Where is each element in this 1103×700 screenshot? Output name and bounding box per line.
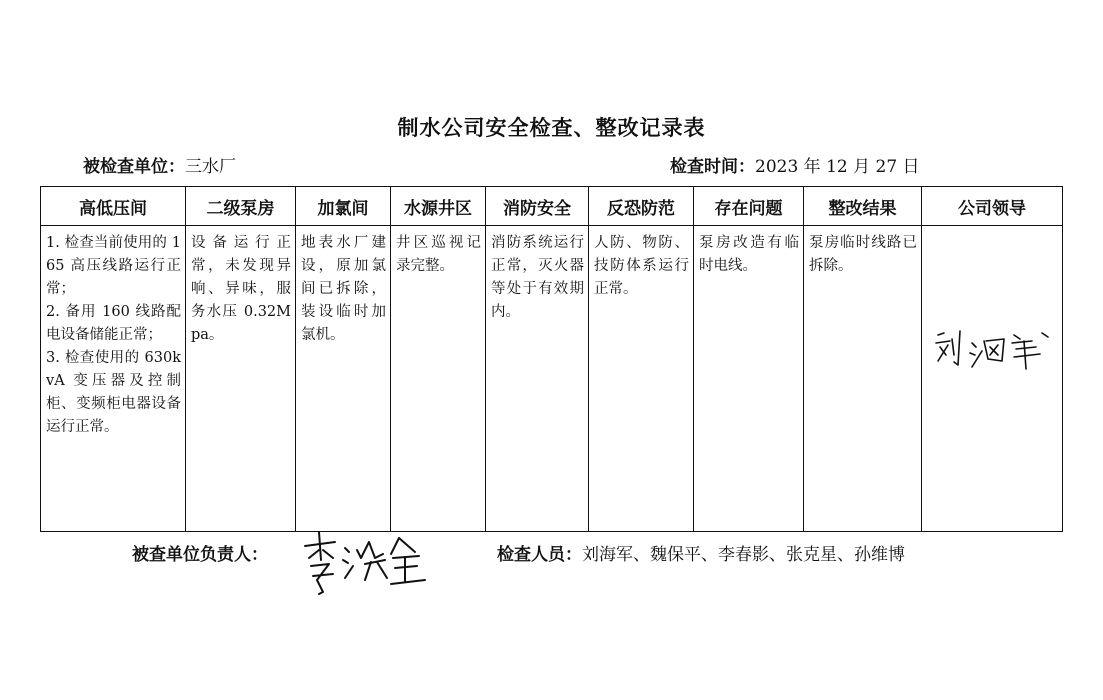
inspection-time — [670, 152, 920, 177]
header-chlorination-room: 加氯间 — [296, 187, 391, 226]
cell-text: 1. 检查当前使用的 165 高压线路运行正常； 2. 备用 160 线路配电设备储能正常； 3. 检查使用的 630kvA 变压器及控制柜、变频柜电器设备运行正常。 — [46, 235, 181, 435]
cell-text: 设备运行正常，未发现异响、异味，服务水压 0.32Mpa。 — [191, 235, 291, 343]
inspected-unit-value: 三水厂 — [185, 157, 236, 177]
cell-water-source-wells — [391, 226, 486, 532]
responsible-signature — [295, 528, 445, 598]
responsible-person — [132, 540, 268, 565]
cell-high-low-voltage — [41, 226, 186, 532]
leader-signature — [932, 321, 1052, 371]
inspection-time-value: 2023 年 12 月 27 日 — [755, 157, 920, 177]
header-high-low-voltage: 高低压间 — [41, 187, 186, 226]
cell-text: 地表水厂建设，原加氯间已拆除，装设临时加氯机。 — [301, 235, 386, 343]
inspectors — [497, 540, 905, 565]
inspected-unit — [83, 152, 236, 177]
cell-chlorination-room — [296, 226, 391, 532]
cell-text: 人防、物防、技防体系运行正常。 — [594, 235, 689, 297]
header-secondary-pump-room: 二级泵房 — [186, 187, 296, 226]
header-existing-problems: 存在问题 — [694, 187, 804, 226]
header-anti-terrorism: 反恐防范 — [589, 187, 694, 226]
header-fire-safety: 消防安全 — [486, 187, 589, 226]
cell-text: 井区巡视记录完整。 — [396, 235, 481, 274]
responsible-label: 被查单位负责人： — [132, 545, 268, 565]
inspection-record-table — [40, 186, 1063, 532]
inspected-unit-label: 被检查单位： — [83, 157, 185, 177]
cell-text: 泵房改造有临时电线。 — [699, 235, 799, 274]
cell-secondary-pump-room — [186, 226, 296, 532]
header-water-source-wells: 水源井区 — [391, 187, 486, 226]
table-row — [41, 226, 1063, 532]
table-header-row — [41, 187, 1063, 226]
cell-company-leader — [922, 226, 1063, 532]
header-rectification-result: 整改结果 — [804, 187, 922, 226]
cell-anti-terrorism — [589, 226, 694, 532]
inspection-time-label: 检查时间： — [670, 157, 755, 177]
header-company-leader: 公司领导 — [922, 187, 1063, 226]
cell-text: 消防系统运行正常，灭火器等处于有效期内。 — [491, 235, 584, 320]
document-title: 制水公司安全检查、整改记录表 — [397, 116, 706, 140]
cell-text: 泵房临时线路已拆除。 — [809, 235, 917, 274]
inspectors-value: 刘海军、魏保平、李春影、张克星、孙维博 — [582, 545, 905, 565]
cell-existing-problems — [694, 226, 804, 532]
cell-rectification-result — [804, 226, 922, 532]
cell-fire-safety — [486, 226, 589, 532]
inspectors-label: 检查人员： — [497, 545, 582, 565]
